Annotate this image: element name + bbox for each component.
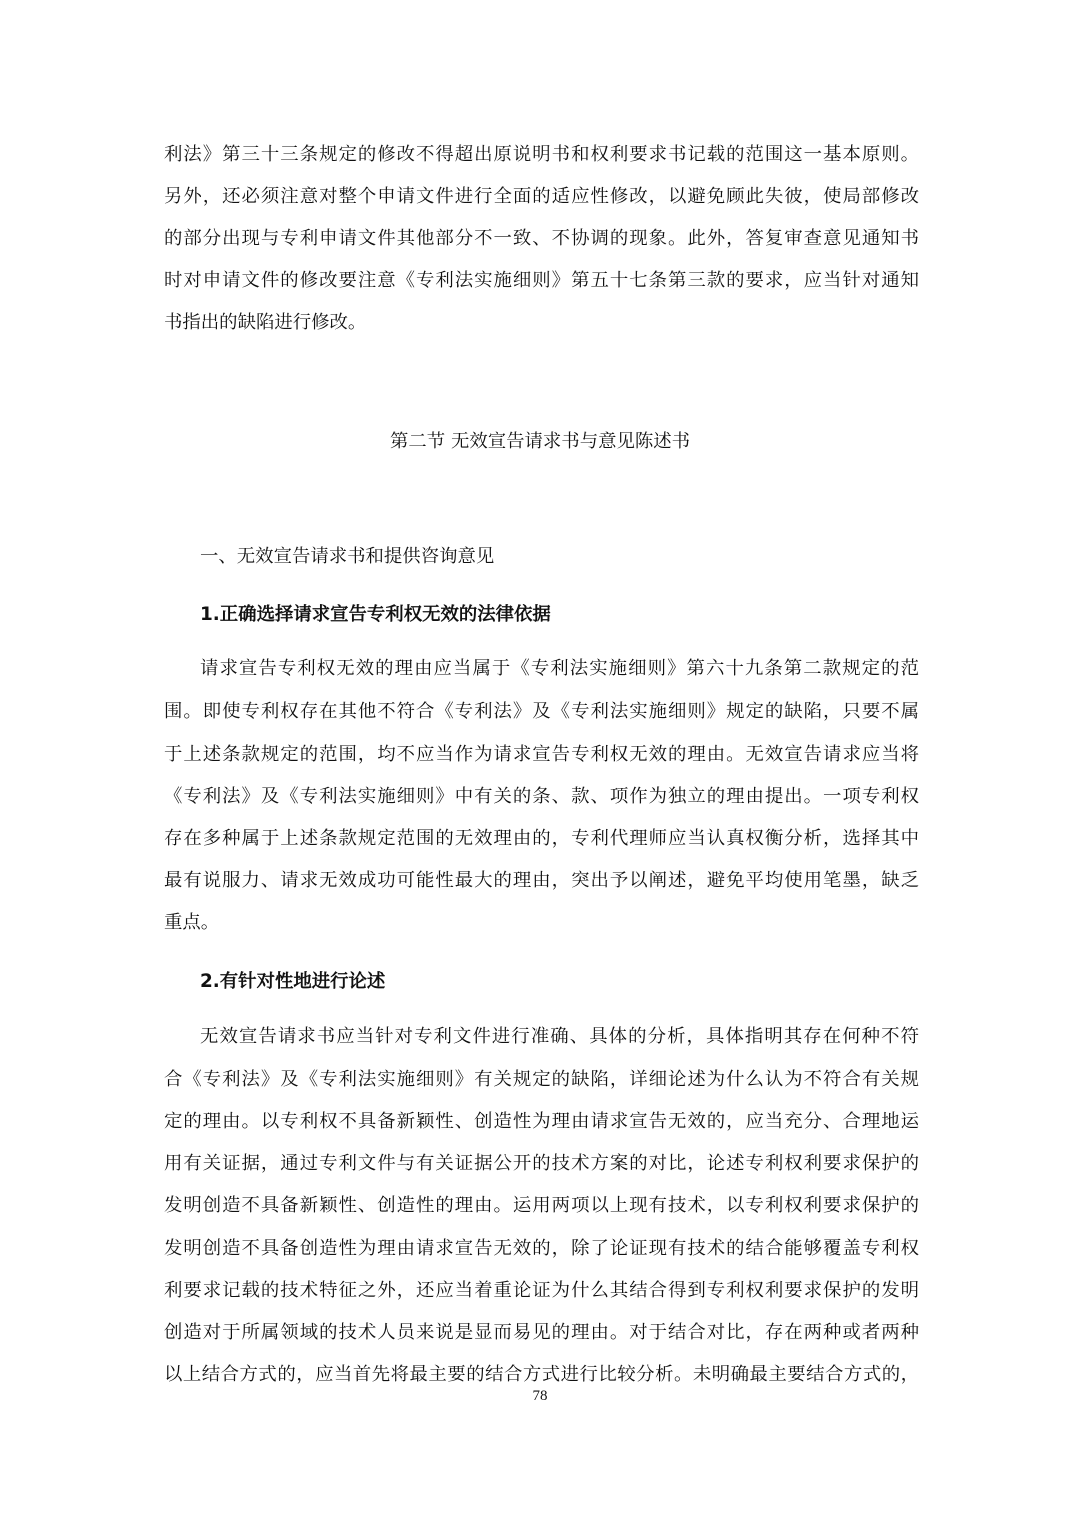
paragraph-line: 创造对于所属领域的技术人员来说是显而易见的理由。对于结合对比，存在两种或者两种 — [164, 1322, 919, 1343]
page-number: 78 — [532, 1388, 548, 1404]
paragraph-line: 发明创造不具备新颖性、创造性的理由。运用两项以上现有技术，以专利权利要求保护的 — [164, 1195, 919, 1216]
paragraph-line: 另外，还必须注意对整个申请文件进行全面的适应性修改，以避免顾此失彼，使局部修改 — [164, 186, 919, 207]
paragraph-line: 利要求记载的技术特征之外，还应当着重论证为什么其结合得到专利权利要求保护的发明 — [164, 1280, 919, 1301]
item-2-title: 2.有针对性地进行论述 — [200, 971, 386, 992]
paragraph-line: 定的理由。以专利权不具备新颖性、创造性为理由请求宣告无效的，应当充分、合理地运 — [164, 1111, 919, 1132]
paragraph-line: 《专利法》及《专利法实施细则》中有关的条、款、项作为独立的理由提出。一项专利权 — [164, 786, 919, 807]
paragraph-line: 用有关证据，通过专利文件与有关证据公开的技术方案的对比，论述专利权利要求保护的 — [164, 1153, 919, 1174]
paragraph-line: 最有说服力、请求无效成功可能性最大的理由，突出予以阐述，避免平均使用笔墨，缺乏 — [164, 870, 919, 891]
subsection-title: 一、无效宣告请求书和提供咨询意见 — [200, 546, 495, 567]
section-title: 第二节 无效宣告请求书与意见陈述书 — [389, 431, 691, 452]
paragraph-line: 以上结合方式的，应当首先将最主要的结合方式进行比较分析。未明确最主要结合方式的， — [164, 1364, 919, 1385]
paragraph-line: 存在多种属于上述条款规定范围的无效理由的，专利代理师应当认真权衡分析，选择其中 — [164, 828, 919, 849]
paragraph-line: 的部分出现与专利申请文件其他部分不一致、不协调的现象。此外，答复审查意见通知书 — [164, 228, 919, 249]
paragraph-line: 时对申请文件的修改要注意《专利法实施细则》第五十七条第三款的要求，应当针对通知 — [164, 270, 919, 291]
item-1-title: 1.正确选择请求宣告专利权无效的法律依据 — [200, 604, 551, 625]
paragraph-line: 书指出的缺陷进行修改。 — [164, 312, 367, 333]
paragraph-line: 请求宣告专利权无效的理由应当属于《专利法实施细则》第六十九条第二款规定的范 — [200, 658, 919, 679]
paragraph-line: 无效宣告请求书应当针对专利文件进行准确、具体的分析，具体指明其存在何种不符 — [200, 1026, 919, 1047]
paragraph-line: 于上述条款规定的范围，均不应当作为请求宣告专利权无效的理由。无效宣告请求应当将 — [164, 744, 919, 765]
paragraph-line: 重点。 — [164, 912, 220, 933]
paragraph-line: 发明创造不具备创造性为理由请求宣告无效的，除了论证现有技术的结合能够覆盖专利权 — [164, 1238, 919, 1259]
paragraph-line: 围。即使专利权存在其他不符合《专利法》及《专利法实施细则》规定的缺陷，只要不属 — [164, 701, 919, 722]
paragraph-line: 合《专利法》及《专利法实施细则》有关规定的缺陷，详细论述为什么认为不符合有关规 — [164, 1069, 919, 1090]
paragraph-line: 利法》第三十三条规定的修改不得超出原说明书和权利要求书记载的范围这一基本原则。 — [164, 144, 919, 165]
